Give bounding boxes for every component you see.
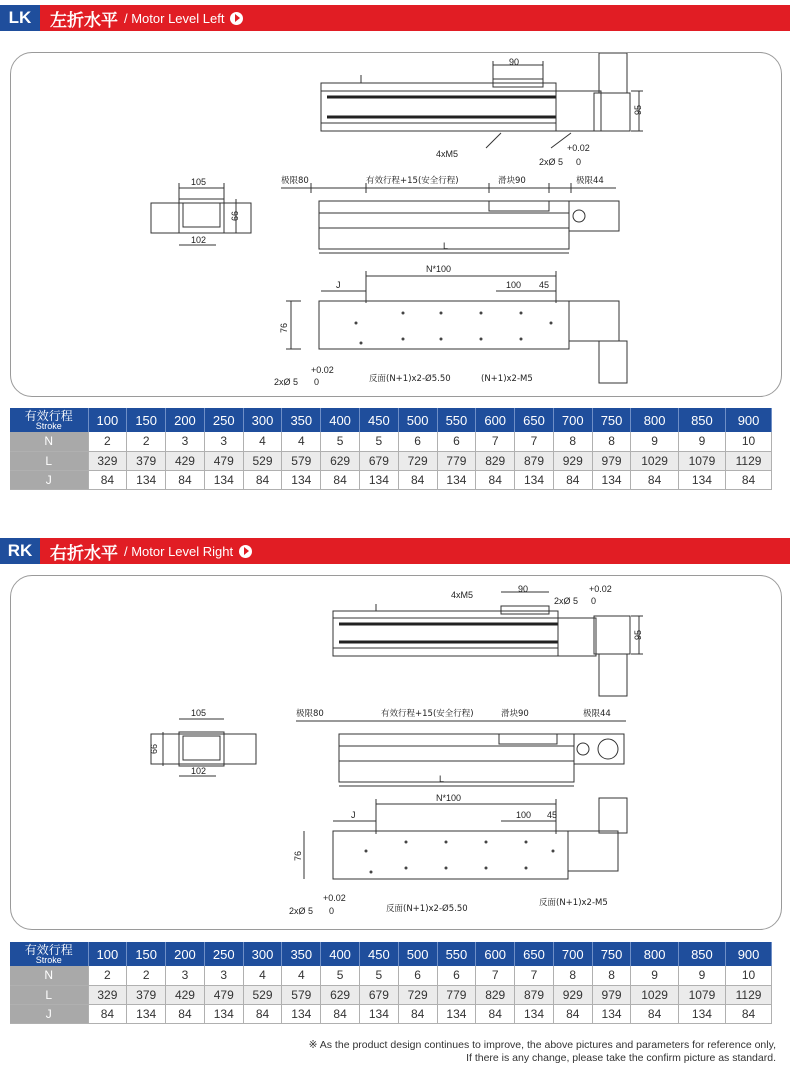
dim-lim80: 极限80 [296,709,324,719]
dim-hole-b: 2xØ 5 [289,906,314,916]
dim-tol-b: +0.02 [323,893,346,903]
table-cell: 5 [359,432,398,451]
table-cell: 84 [398,1004,437,1023]
section-title-cn: 左折水平 [50,10,118,31]
table-row-j [10,1004,772,1023]
table-cell: 8 [553,966,592,985]
technical-drawing-lk [11,53,782,397]
table-cell: 9 [631,966,678,985]
table-cell: 10 [726,966,772,985]
header-bar [0,538,790,564]
footnote [276,1039,776,1065]
th-stroke: 800 [631,942,678,966]
th-stroke: 100 [88,408,127,432]
table-cell: 479 [204,451,243,470]
dim-76: 76 [293,850,303,861]
dim-holes2: 反面(N+1)x2-M5 [539,898,608,908]
th-stroke: 150 [127,942,166,966]
table-cell: 2 [88,966,127,985]
th-stroke: 750 [592,408,631,432]
table-cell: 84 [166,470,205,489]
th-stroke: 200 [166,942,205,966]
table-cell: 84 [88,1004,127,1023]
th-stroke: 500 [398,408,437,432]
table-cell: 134 [592,470,631,489]
th-stroke: 750 [592,942,631,966]
table-cell: 329 [88,985,127,1004]
dim-n100: N*100 [436,793,462,803]
table-cell: 7 [515,432,554,451]
table-cell: 5 [321,966,360,985]
table-header-stroke [10,408,88,432]
dim-102: 102 [191,235,207,245]
section-header-rk [0,538,790,564]
dim-4xm5: 4xM5 [451,590,474,600]
table-cell: 4 [282,966,321,985]
table-cell: 84 [166,1004,205,1023]
table-row-n [10,966,772,985]
table-cell: 1129 [726,451,772,470]
table-row-j [10,470,772,489]
table-cell: 5 [359,966,398,985]
dim-stroke: 有效行程+15(安全行程) [381,709,474,719]
table-cell: 929 [553,985,592,1004]
dim-45: 45 [539,280,550,290]
table-cell: 879 [515,451,554,470]
table-cell: 879 [515,985,554,1004]
th-stroke: 600 [476,408,515,432]
table-cell: 134 [359,470,398,489]
table-cell: 2 [127,966,166,985]
table-cell: 629 [321,451,360,470]
table-cell: 779 [437,451,476,470]
dim-95: 95 [633,104,643,115]
dim-4xm5: 4xM5 [436,149,459,159]
table-cell: 84 [398,470,437,489]
header-cn: 有效行程 [24,408,73,423]
th-stroke: 400 [321,408,360,432]
table-row-l [10,451,772,470]
table-cell: 6 [437,966,476,985]
dim-hole0: 0 [591,596,597,606]
th-stroke: 400 [321,942,360,966]
dim-hole0: 0 [576,157,582,167]
table-cell: 2 [88,432,127,451]
dim-J: J [336,280,341,290]
dim-102: 102 [191,766,207,776]
dim-holes1: 反面(N+1)x2-Ø5.50 [369,374,451,384]
table-cell: 829 [476,451,515,470]
dim-hole0-b: 0 [314,377,320,387]
header-en: Stroke [35,954,62,965]
drawing-lk [10,52,782,397]
table-cell: 134 [678,470,725,489]
table-cell: 134 [282,470,321,489]
th-stroke: 800 [631,408,678,432]
table-cell: 84 [321,1004,360,1023]
dim-hole0-b: 0 [329,906,335,916]
section-code: RK [0,538,40,564]
footnote-line2: If there is any change, please take the confirm picture as standard. [466,1052,776,1064]
play-arrow-icon [239,545,252,558]
table-header-row [10,408,772,432]
footnote-line1: ※ As the product design continues to improve, the above pictures and parameters for reference only, [308,1039,776,1051]
dim-tol: +0.02 [567,143,590,153]
dim-66: 66 [230,210,240,221]
table-cell: 134 [515,1004,554,1023]
dim-hole-b: 2xØ 5 [274,377,299,387]
table-cell: 6 [398,966,437,985]
dim-L: L [443,241,449,251]
row-label: L [10,985,88,1004]
dim-slider: 滑块90 [501,709,529,719]
table-cell: 579 [282,451,321,470]
table-cell: 7 [476,432,515,451]
section-title-en: / Motor Level Right [124,543,234,559]
table-cell: 1029 [631,985,678,1004]
table-cell: 134 [204,470,243,489]
table-cell: 134 [515,470,554,489]
row-label: J [10,470,88,489]
th-stroke: 350 [282,942,321,966]
section-code: LK [0,5,40,31]
table-cell: 9 [678,966,725,985]
th-stroke: 350 [282,408,321,432]
th-stroke: 250 [204,942,243,966]
table-cell: 84 [321,470,360,489]
table-cell: 529 [243,451,282,470]
th-stroke: 450 [359,942,398,966]
spec-table-lk [10,408,772,490]
table-cell: 134 [204,1004,243,1023]
dim-90: 90 [509,57,520,67]
table-cell: 579 [282,985,321,1004]
table-cell: 84 [243,1004,282,1023]
dim-J: J [351,810,356,820]
table-cell: 1029 [631,451,678,470]
dim-66: 66 [149,743,159,754]
th-stroke: 150 [127,408,166,432]
table-header-row [10,942,772,966]
table-header-stroke [10,942,88,966]
dim-45: 45 [547,810,558,820]
table-cell: 134 [127,470,166,489]
th-stroke: 450 [359,408,398,432]
th-stroke: 200 [166,408,205,432]
table-cell: 979 [592,985,631,1004]
table-cell: 9 [631,432,678,451]
dim-76: 76 [279,322,289,333]
table-cell: 4 [282,432,321,451]
table-cell: 7 [515,966,554,985]
table-cell: 84 [631,1004,678,1023]
th-stroke: 550 [437,942,476,966]
th-stroke: 100 [88,942,127,966]
table-cell: 479 [204,985,243,1004]
dim-slider: 滑块90 [498,176,526,186]
dim-tol: +0.02 [589,584,612,594]
table-cell: 379 [127,985,166,1004]
table-cell: 379 [127,451,166,470]
table-cell: 529 [243,985,282,1004]
dim-lim44: 极限44 [583,709,611,719]
table-row-l [10,985,772,1004]
section-title-cn: 右折水平 [50,543,118,564]
th-stroke: 900 [726,942,772,966]
header-en: Stroke [35,420,62,431]
th-stroke: 900 [726,408,772,432]
technical-drawing-rk [11,576,782,930]
table-cell: 3 [166,432,205,451]
table-cell: 84 [553,1004,592,1023]
table-cell: 1079 [678,451,725,470]
dim-lim44: 极限44 [576,176,604,186]
row-label: L [10,451,88,470]
table-cell: 929 [553,451,592,470]
dim-holes2: (N+1)x2-M5 [481,374,533,384]
th-stroke: 650 [515,408,554,432]
table-cell: 10 [726,432,772,451]
table-cell: 6 [437,432,476,451]
dim-100: 100 [516,810,532,820]
dim-holes1: 反面(N+1)x2-Ø5.50 [386,904,468,914]
table-cell: 5 [321,432,360,451]
table-cell: 134 [282,1004,321,1023]
table-cell: 1129 [726,985,772,1004]
table-cell: 729 [398,451,437,470]
dim-105: 105 [191,708,207,718]
header-bar [0,5,790,31]
table-cell: 2 [127,432,166,451]
dim-n100: N*100 [426,264,452,274]
dim-hole: 2xØ 5 [539,157,564,167]
table-cell: 4 [243,966,282,985]
th-stroke: 700 [553,942,592,966]
section-header-lk [0,5,790,31]
dim-hole: 2xØ 5 [554,596,579,606]
dim-90: 90 [518,584,529,594]
table-cell: 8 [553,432,592,451]
table-cell: 84 [553,470,592,489]
table-cell: 134 [127,1004,166,1023]
table-cell: 3 [204,432,243,451]
table-cell: 8 [592,966,631,985]
table-cell: 84 [243,470,282,489]
table-cell: 979 [592,451,631,470]
table-cell: 1079 [678,985,725,1004]
table-cell: 329 [88,451,127,470]
table-cell: 679 [359,451,398,470]
dim-100: 100 [506,280,522,290]
table-cell: 84 [476,470,515,489]
table-cell: 134 [359,1004,398,1023]
row-label: N [10,432,88,451]
row-label: N [10,966,88,985]
th-stroke: 300 [243,408,282,432]
th-stroke: 500 [398,942,437,966]
th-stroke: 850 [678,408,725,432]
table-cell: 779 [437,985,476,1004]
table-cell: 8 [592,432,631,451]
th-stroke: 250 [204,408,243,432]
table-cell: 4 [243,432,282,451]
drawing-rk [10,575,782,930]
dim-105: 105 [191,177,207,187]
dim-95: 95 [633,629,643,640]
table-row-n [10,432,772,451]
table-cell: 679 [359,985,398,1004]
table-cell: 6 [398,432,437,451]
table-cell: 829 [476,985,515,1004]
table-cell: 134 [592,1004,631,1023]
section-title-en: / Motor Level Left [124,10,225,26]
table-cell: 134 [437,470,476,489]
table-cell: 134 [437,1004,476,1023]
row-label: J [10,1004,88,1023]
table-cell: 3 [166,966,205,985]
table-cell: 7 [476,966,515,985]
th-stroke: 600 [476,942,515,966]
table-cell: 84 [476,1004,515,1023]
dim-stroke: 有效行程+15(安全行程) [366,176,459,186]
th-stroke: 850 [678,942,725,966]
table-cell: 429 [166,451,205,470]
table-cell: 84 [726,1004,772,1023]
table-cell: 84 [726,470,772,489]
spec-table-rk [10,942,772,1024]
th-stroke: 550 [437,408,476,432]
table-cell: 134 [678,1004,725,1023]
table-cell: 9 [678,432,725,451]
th-stroke: 700 [553,408,592,432]
table-cell: 84 [88,470,127,489]
th-stroke: 650 [515,942,554,966]
th-stroke: 300 [243,942,282,966]
dim-L: L [439,774,445,784]
table-cell: 629 [321,985,360,1004]
table-cell: 729 [398,985,437,1004]
header-cn: 有效行程 [24,942,73,957]
dim-lim80: 极限80 [281,176,309,186]
table-cell: 429 [166,985,205,1004]
table-cell: 84 [631,470,678,489]
table-cell: 3 [204,966,243,985]
dim-tol-b: +0.02 [311,365,334,375]
play-arrow-icon [230,12,243,25]
